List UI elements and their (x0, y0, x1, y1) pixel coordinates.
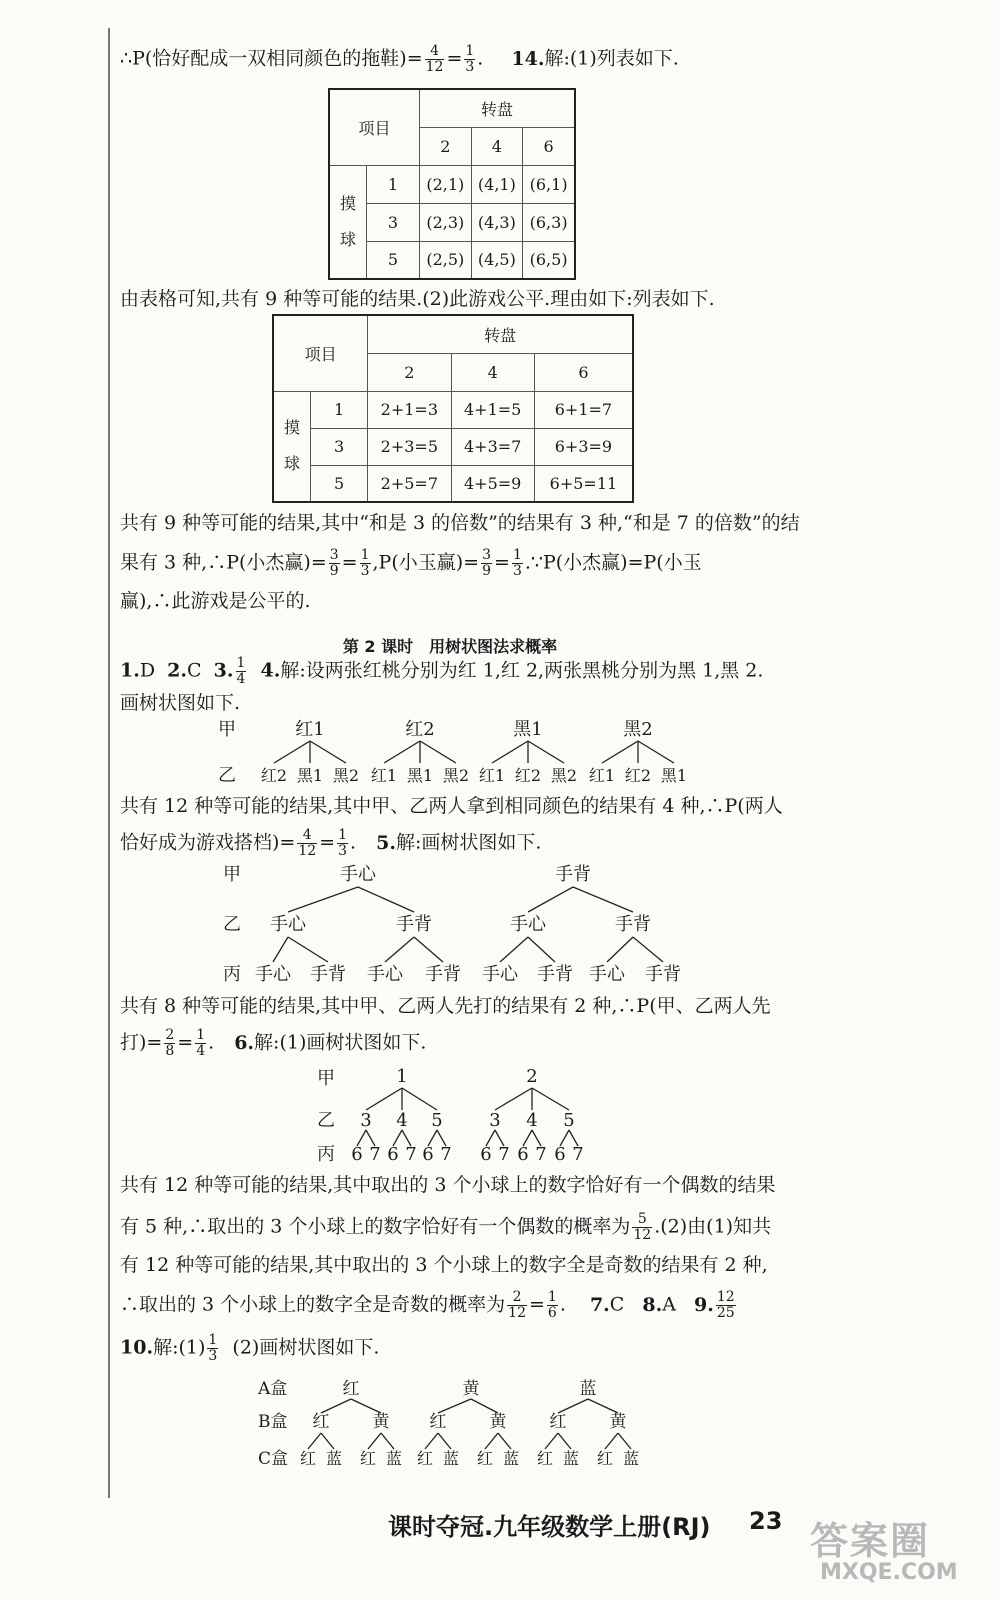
tree-level-label: 乙 (218, 765, 236, 786)
tree-node: 6 (422, 1144, 434, 1165)
tree-diagram-1 (210, 715, 710, 790)
tree-node: 蓝 (385, 1449, 403, 1468)
tree-branch (588, 1399, 618, 1413)
tree-node: 黑1 (406, 766, 434, 785)
tree-node: 6 (554, 1144, 566, 1165)
tree-branch (438, 1399, 471, 1413)
tree-branch (310, 741, 346, 763)
footer-title: 课时夺冠.九年级数学上册(RJ) (388, 1513, 711, 1541)
tree-branch (573, 887, 633, 912)
tree-level-label: 乙 (317, 1110, 335, 1131)
tree-level-label: 乙 (223, 914, 241, 935)
tree-branch (638, 741, 674, 763)
section-heading: 第 2 课时 用树状图法求概率 (342, 637, 558, 656)
text-line: 由表格可知,共有 9 种等可能的结果.(2)此游戏公平.理由如下:列表如下. (120, 288, 715, 310)
tree-node: 红2 (624, 766, 652, 785)
tree-branch (528, 741, 564, 763)
tree-branch (528, 937, 555, 962)
fraction: $\frac{1}{3}$ (465, 43, 475, 75)
tree-diagram-3 (312, 1062, 612, 1172)
tree-level-label: A盒 (258, 1379, 288, 1399)
tree-node: 2 (526, 1066, 538, 1087)
tree-node: 手心 (589, 964, 625, 985)
tree-branch (414, 937, 443, 962)
tree-branch (532, 1088, 569, 1110)
tree-node: 7 (498, 1144, 510, 1165)
text-line: ∴取出的 3 个小球上的数字全是奇数的概率为 $\frac{2}{12}$ = $\frac{1}{6}$ . 7.C 8.A 9. $\frac{12}{25}$ (120, 1289, 735, 1321)
tree-node: 6 (351, 1144, 363, 1165)
tree-branch (492, 741, 528, 763)
tree-node: 黑1 (296, 766, 324, 785)
tree-branch (402, 1088, 437, 1110)
tree-node: 7 (440, 1144, 452, 1165)
tree-branch (358, 887, 414, 912)
tree-node: 手背 (310, 964, 346, 985)
tree-branch (308, 1433, 321, 1449)
table-1: 项目 转盘 2 4 6 摸 球 1 (2,1) (4,1) (6,1) 3 (2,3) (4,3) (6,3) 5 (2,5) (4,5) (6,5) (328, 88, 576, 280)
tree-node: 蓝 (622, 1449, 640, 1468)
tree-branch (545, 1433, 558, 1449)
tree-diagram-4 (258, 1372, 658, 1472)
tree-branch (425, 1433, 438, 1449)
tree-branch (602, 741, 638, 763)
tree-branch (618, 1433, 631, 1449)
tree-branch (321, 1399, 351, 1413)
tree-node: 蓝 (579, 1379, 597, 1399)
text-line: 打)= $\frac{2}{8}$ = $\frac{1}{4}$ . 6.解:(1)画树状图如下. (120, 1027, 427, 1059)
tree-node: 黑2 (623, 719, 653, 740)
text-line: ∴P(恰好配成一双相同颜色的拖鞋)= $\frac{4}{12}$ = $\frac{1}{3}$ . 14.解:(1)列表如下. (120, 43, 679, 75)
text-line: 果有 3 种,∴P(小杰赢)= $\frac{3}{9}$ = $\frac{1}{3}$ ,P(小玉赢)= $\frac{3}{9}$ = $\frac{1}{3}$ .∵P(小杰赢)=P(小玉 (120, 547, 702, 579)
tree-node: 6 (387, 1144, 399, 1165)
tree-branch (368, 1433, 381, 1449)
left-margin-rule (108, 28, 110, 1498)
text-line: 10.解:(1) $\frac{1}{3}$ (2)画树状图如下. (120, 1332, 380, 1364)
tree-node: 手背 (396, 914, 432, 935)
tree-node: 红 (549, 1412, 567, 1432)
tree-node: 手心 (255, 964, 291, 985)
tree-node: 3 (360, 1110, 372, 1131)
tree-node: 3 (489, 1110, 501, 1131)
question-number: 14. (511, 47, 545, 70)
tree-branch (438, 1433, 451, 1449)
tree-level-label: C盒 (258, 1449, 289, 1469)
watermark: 答案圈 (810, 1519, 931, 1563)
table-side-header: 摸 球 (329, 165, 367, 279)
tree-node: 红2 (260, 766, 288, 785)
tree-branch (420, 741, 456, 763)
tree-node: 红 (416, 1449, 434, 1468)
tree-node: 手背 (537, 964, 573, 985)
text-line: 画树状图如下. (120, 692, 241, 714)
text-line: 1.D 2.C 3. $\frac{1}{4}$ 4.解:设两张红桃分别为红 1,红 2,两张黑桃分别为黑 1,黑 2. (120, 655, 764, 687)
tree-branch (528, 887, 573, 912)
tree-node: 红1 (295, 719, 325, 740)
tree-branch (351, 1399, 381, 1413)
tree-branch (498, 1433, 511, 1449)
tree-branch (558, 1433, 571, 1449)
tree-node: 1 (396, 1066, 408, 1087)
tree-node: 黄 (489, 1412, 507, 1432)
tree-node: 红 (359, 1449, 377, 1468)
tree-node: 黑2 (550, 766, 578, 785)
tree-branch (471, 1399, 498, 1413)
tree-branch (633, 937, 663, 962)
text-line: 共有 12 种等可能的结果,其中甲、乙两人拿到相同颜色的结果有 4 种,∴P(两人 (120, 795, 783, 817)
tree-branch (366, 1088, 402, 1110)
tree-node: 红 (476, 1449, 494, 1468)
tree-node: 黑1 (513, 719, 543, 740)
watermark-url: MXQE.COM (820, 1560, 958, 1585)
tree-node: 红 (342, 1379, 360, 1399)
tree-node: 手心 (482, 964, 518, 985)
tree-branch (288, 887, 358, 912)
tree-node: 黄 (462, 1379, 480, 1399)
tree-node: 7 (572, 1144, 584, 1165)
tree-node: 4 (526, 1110, 538, 1131)
page-number: 23 (749, 1507, 783, 1535)
tree-node: 手心 (367, 964, 403, 985)
tree-level-label: 丙 (317, 1144, 335, 1165)
tree-branch (500, 937, 528, 962)
tree-node: 蓝 (442, 1449, 460, 1468)
tree-node: 蓝 (562, 1449, 580, 1468)
text-line: 有 12 种等可能的结果,其中取出的 3 个小球上的数字全是奇数的结果有 2 种, (120, 1254, 768, 1276)
text-line: 共有 8 种等可能的结果,其中甲、乙两人先打的结果有 2 种,∴P(甲、乙两人先 (120, 995, 771, 1017)
tree-branch (288, 937, 328, 962)
tree-level-label: 丙 (223, 964, 241, 985)
text-line: 有 5 种,∴取出的 3 个小球上的数字恰好有一个偶数的概率为 $\frac{5}{12}$ .(2)由(1)知共 (120, 1211, 772, 1243)
tree-level-label: B盒 (258, 1412, 288, 1432)
tree-branch (605, 1433, 618, 1449)
tree-node: 黑1 (660, 766, 688, 785)
tree-node: 4 (396, 1110, 408, 1131)
tree-node: 手心 (510, 914, 546, 935)
text-line: 共有 12 种等可能的结果,其中取出的 3 个小球上的数字恰好有一个偶数的结果 (120, 1174, 776, 1196)
tree-node: 蓝 (502, 1449, 520, 1468)
tree-node: 红1 (478, 766, 506, 785)
tree-branch (495, 1088, 532, 1110)
text: ∴P(恰好配成一双相同颜色的拖鞋)= (120, 47, 423, 70)
tree-node: 黑2 (442, 766, 470, 785)
fraction: $\frac{4}{12}$ (425, 43, 444, 75)
text-line: 恰好成为游戏搭档)= $\frac{4}{12}$ = $\frac{1}{3}$ . 5.解:画树状图如下. (120, 827, 542, 859)
tree-branch (384, 741, 420, 763)
tree-node: 红 (299, 1449, 317, 1468)
tree-branch (385, 937, 414, 962)
tree-node: 红 (536, 1449, 554, 1468)
tree-node: 手心 (270, 914, 306, 935)
tree-branch (607, 937, 633, 962)
tree-level-label: 甲 (317, 1068, 335, 1089)
table-corner: 项目 (329, 89, 420, 165)
tree-branch (273, 937, 288, 962)
tree-node: 5 (431, 1110, 443, 1131)
tree-node: 蓝 (325, 1449, 343, 1468)
tree-node: 红 (429, 1412, 447, 1432)
tree-branch (485, 1433, 498, 1449)
tree-node: 黑2 (332, 766, 360, 785)
tree-branch (274, 741, 310, 763)
table-2: 项目 转盘 2 4 6 摸 球 1 2+1=3 4+1=5 6+1=7 3 2+3=5 4+3=7 6+3=9 5 2+5=7 4+5=9 6+5=11 (272, 314, 634, 503)
tree-node: 手背 (615, 914, 651, 935)
tree-branch (558, 1399, 588, 1413)
text-line: 共有 9 种等可能的结果,其中“和是 3 的倍数”的结果有 3 种,“和是 7 的倍数”的结 (120, 512, 800, 534)
tree-node: 红 (596, 1449, 614, 1468)
tree-node: 黄 (609, 1412, 627, 1432)
text-line: 赢),∴此游戏是公平的. (120, 590, 311, 612)
tree-node: 红1 (370, 766, 398, 785)
tree-node: 红2 (405, 719, 435, 740)
tree-branch (381, 1433, 394, 1449)
tree-node: 6 (517, 1144, 529, 1165)
tree-node: 手背 (645, 964, 681, 985)
tree-node: 7 (369, 1144, 381, 1165)
tree-node: 手背 (555, 864, 591, 885)
tree-node: 5 (563, 1110, 575, 1131)
tree-node: 7 (405, 1144, 417, 1165)
tree-node: 手心 (340, 864, 376, 885)
tree-diagram-2 (218, 860, 698, 990)
tree-node: 红1 (588, 766, 616, 785)
tree-level-label: 甲 (218, 719, 236, 740)
tree-branch (321, 1433, 334, 1449)
tree-level-label: 甲 (223, 864, 241, 885)
tree-node: 红2 (514, 766, 542, 785)
tree-node: 黄 (372, 1412, 390, 1432)
table-header: 转盘 (420, 89, 576, 127)
tree-node: 红 (312, 1412, 330, 1432)
tree-node: 7 (535, 1144, 547, 1165)
tree-node: 手背 (425, 964, 461, 985)
tree-node: 6 (480, 1144, 492, 1165)
